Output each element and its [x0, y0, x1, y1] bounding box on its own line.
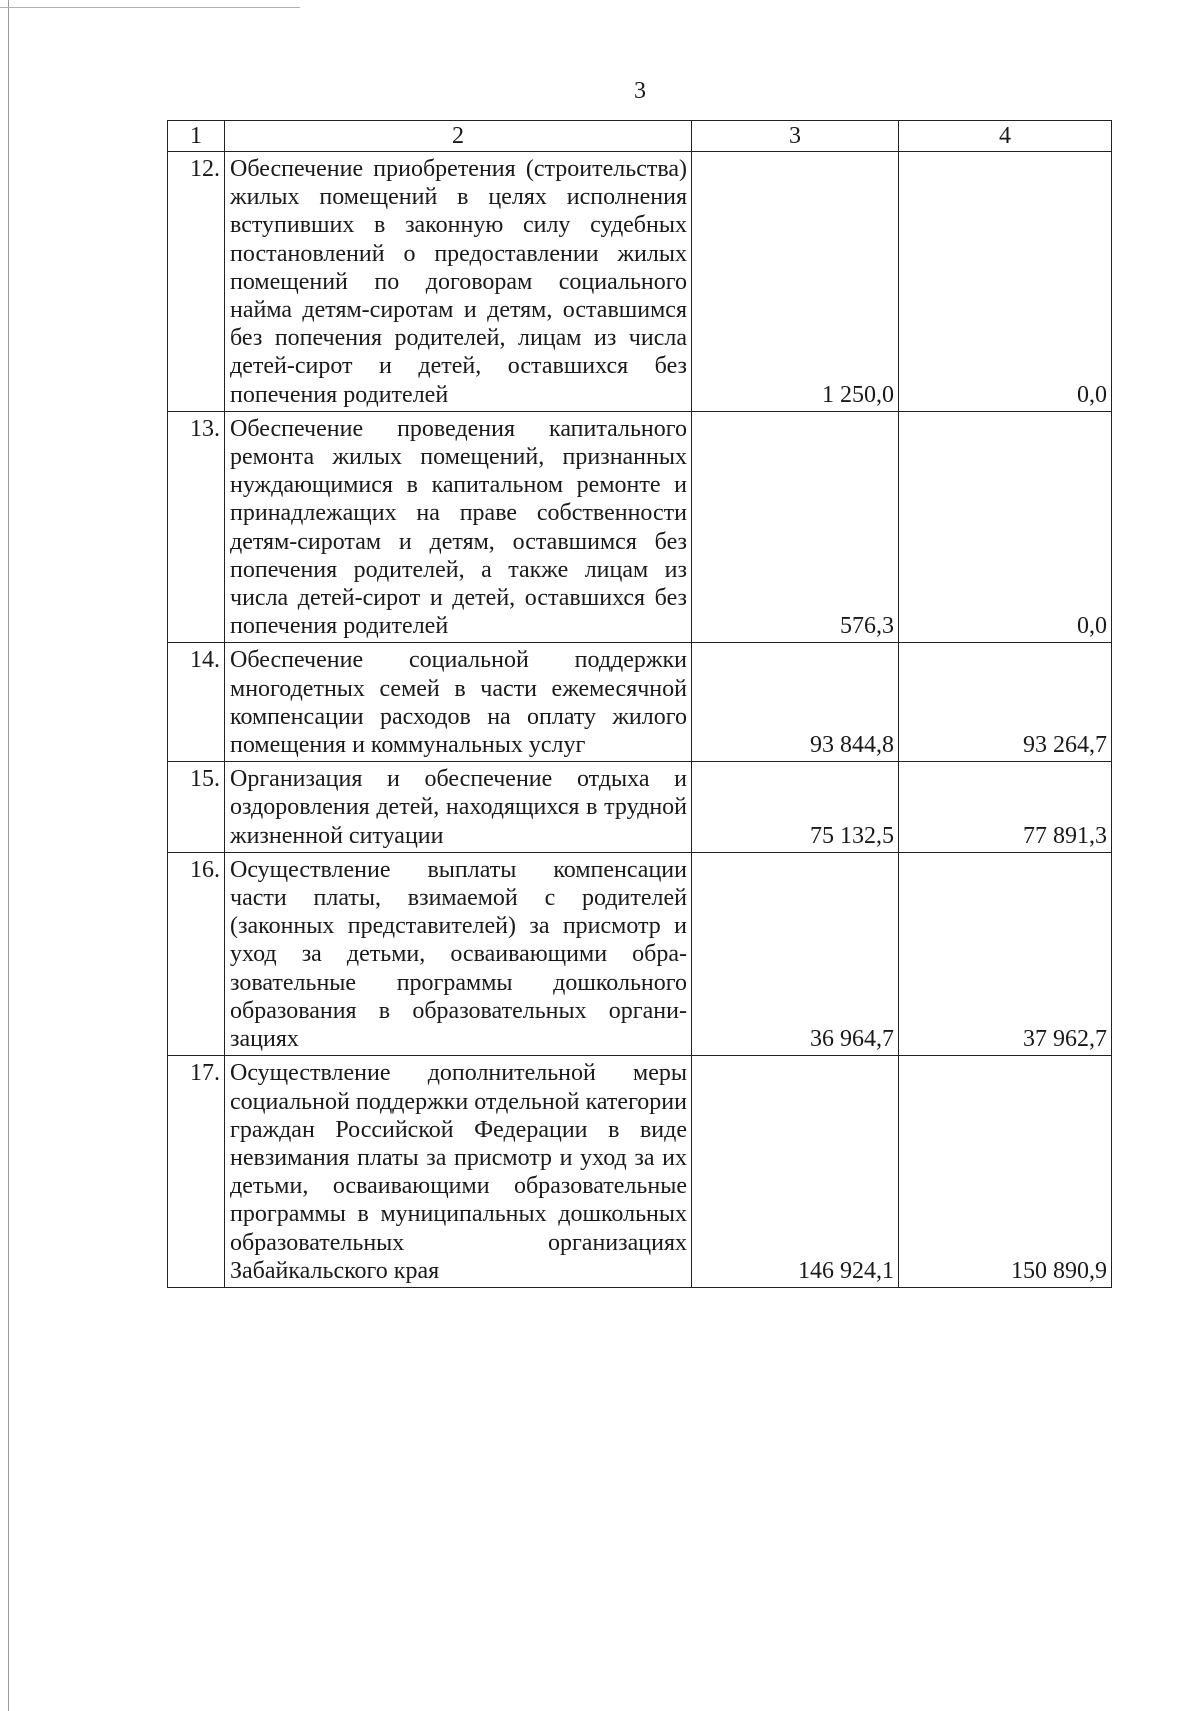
- row-value-col3: 75 132,5: [692, 762, 899, 853]
- table-row: [168, 852, 1112, 1055]
- table-row: [168, 1056, 1112, 1288]
- row-number: 13.: [168, 411, 225, 643]
- row-number: 14.: [168, 643, 225, 762]
- row-value-col3: 576,3: [692, 411, 899, 643]
- header-cell-1: 1: [168, 121, 225, 152]
- row-value-col3: 146 924,1: [692, 1056, 899, 1288]
- scan-edge-left: [8, 0, 9, 1711]
- row-number: 12.: [168, 152, 225, 412]
- row-number: 17.: [168, 1056, 225, 1288]
- page-number: 3: [634, 78, 646, 104]
- row-description: Осуществление дополнительной меры социальной поддержки отдельной категории граждан Российской Федерации в виде невзимания платы за присмотр и уход за их детьми, осваивающими образовательные программы в муниципальных дошкольных образовательных организациях Забайкальского края: [225, 1056, 692, 1288]
- table-header-row: [168, 121, 1112, 152]
- row-value-col3: 36 964,7: [692, 852, 899, 1055]
- header-cell-3: 3: [692, 121, 899, 152]
- row-value-col4: 0,0: [899, 152, 1112, 412]
- scan-edge-top: [0, 7, 300, 8]
- table-row: [168, 762, 1112, 853]
- row-description: Обеспечение приобретения (строительства) жилых помещений в целях исполнения вступивших в законную силу судебных постановлений о предоставлении жилых помещений по договорам социального найма детям-сиротам и детям, оставшимся без попечения родителей, лицам из числа детей-сирот и детей, оставшихся без попечения родителей: [225, 152, 692, 412]
- header-cell-2: 2: [225, 121, 692, 152]
- row-description: Обеспечение социальной поддержки многодетных семей в части ежемесячной компенсации расходов на оплату жилого помещения и коммунальных услуг: [225, 643, 692, 762]
- row-value-col4: 37 962,7: [899, 852, 1112, 1055]
- row-value-col4: 0,0: [899, 411, 1112, 643]
- row-number: 15.: [168, 762, 225, 853]
- table-row: [168, 643, 1112, 762]
- data-table: [167, 120, 1112, 1288]
- row-description: Организация и обеспечение отдыха и оздоровления детей, находящихся в трудной жизненной ситуации: [225, 762, 692, 853]
- header-cell-4: 4: [899, 121, 1112, 152]
- row-value-col3: 93 844,8: [692, 643, 899, 762]
- row-description: Обеспечение проведения капитального ремонта жилых помещений, признанных нуждающимися в капитальном ремонте и принадлежащих на праве собственности детям-сиротам и детям, оставшимся без попечения родителей, а также лицам из числа детей-сирот и детей, оставшихся без попечения родителей: [225, 411, 692, 643]
- row-value-col4: 150 890,9: [899, 1056, 1112, 1288]
- table-row: [168, 152, 1112, 412]
- row-number: 16.: [168, 852, 225, 1055]
- row-value-col4: 93 264,7: [899, 643, 1112, 762]
- row-description: Осуществление выплаты компенсации части платы, взимаемой с родителей (законных представителей) за присмотр и уход за детьми, осваивающими образовательные программы дошкольного образования в образовательных организациях: [225, 852, 692, 1055]
- row-value-col3: 1 250,0: [692, 152, 899, 412]
- table-row: [168, 411, 1112, 643]
- row-value-col4: 77 891,3: [899, 762, 1112, 853]
